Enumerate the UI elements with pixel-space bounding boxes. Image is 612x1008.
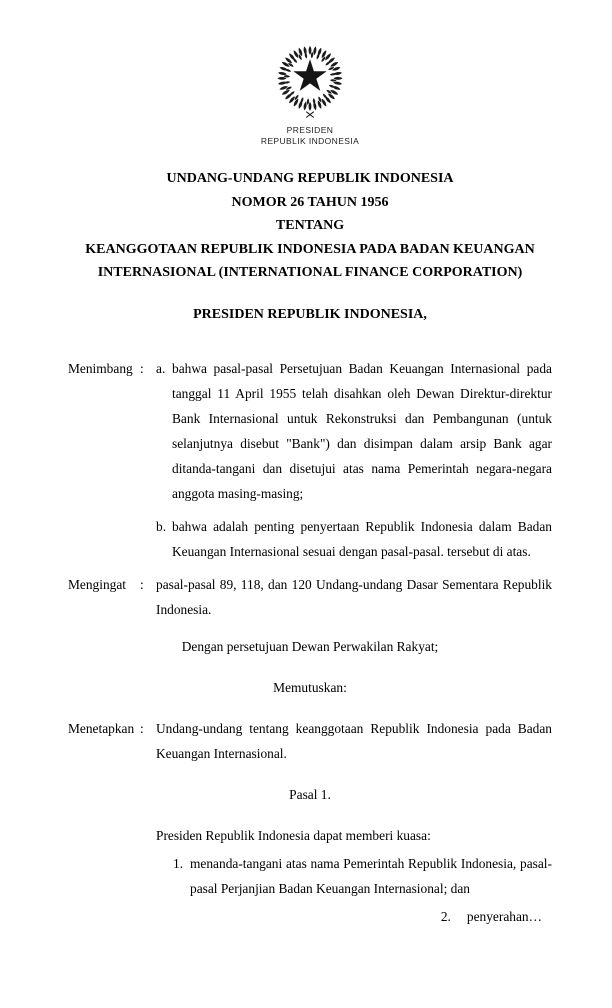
mengingat-text: pasal-pasal 89, 118, dan 120 Undang-undang Dasar Sementara Republik Indonesia. [156, 576, 552, 617]
menimbang-content [156, 356, 552, 564]
item-b-letter: b. [156, 518, 167, 534]
menimbang-item-a [156, 356, 552, 506]
item-b-text: bahwa adalah penting penyertaan Republik Indonesia dalam Badan Keuangan Internasional sesuai dengan pasal-pasal. tersebut di atas. [172, 518, 552, 559]
menetapkan-colon: : [140, 720, 144, 736]
emblem-caption [68, 125, 552, 147]
document-title [68, 167, 552, 285]
mengingat-colon: : [140, 576, 144, 592]
menimbang-label: Menimbang [68, 360, 133, 376]
emblem-caption-line2: REPUBLIK INDONESIA [260, 136, 360, 146]
title-line-5: INTERNASIONAL (INTERNATIONAL FINANCE CORPORATION) [97, 265, 523, 280]
pasal-1-intro: Presiden Republik Indonesia dapat memberi kuasa: [156, 827, 431, 843]
item-1-text: menanda-tangani atas nama Pemerintah Republik Indonesia, pasal-pasal Perjanjian Badan Keuangan Internasional; dan [190, 855, 552, 896]
decision-heading: Memutuskan: [273, 679, 347, 695]
emblem-block [68, 40, 552, 147]
item-a-letter: a. [156, 360, 166, 376]
catchword-number: 2. [440, 908, 451, 924]
item-a-text: bahwa pasal-pasal Persetujuan Badan Keuangan Internasional pada tanggal 11 April 1955 telah disahkan oleh Dewan Direktur-direktur Bank Internasional untuk Rekonstruksi dan Pembangunan (untuk selanjutnya disebut "Bank") dan disimpan dalam arsip Bank agar ditanda-tangani dan disetujui atas nama Pemerintah negara-negara anggota masing-masing; [172, 360, 552, 501]
menimbang-row [68, 356, 552, 564]
item-1-number: 1. [173, 855, 184, 871]
menimbang-colon: : [140, 360, 144, 376]
title-line-3: TENTANG [275, 218, 345, 233]
menetapkan-label: Menetapkan [68, 720, 135, 736]
garuda-star-wreath-icon [268, 40, 352, 120]
pasal-1-heading: Pasal 1. [289, 786, 331, 802]
page-catchword [156, 904, 552, 929]
mengingat-label: Mengingat [68, 576, 127, 592]
catchword-text: penyerahan… [466, 908, 542, 924]
title-line-1: UNDANG-UNDANG REPUBLIK INDONESIA [166, 171, 454, 186]
menetapkan-text: Undang-undang tentang keanggotaan Republik Indonesia pada Badan Keuangan Internasional. [156, 720, 552, 761]
mengingat-row [68, 572, 552, 622]
presiden-heading: PRESIDEN REPUBLIK INDONESIA, [193, 306, 427, 322]
pasal-1-body [156, 823, 552, 929]
menetapkan-row [68, 716, 552, 766]
emblem-caption-line1: PRESIDEN [286, 125, 334, 135]
pasal-1-item-1 [156, 851, 552, 901]
title-line-2: NOMOR 26 TAHUN 1956 [231, 194, 389, 210]
title-line-4: KEANGGOTAAN REPUBLIK INDONESIA PADA BADAN KEUANGAN [85, 241, 535, 257]
menimbang-item-b [156, 514, 552, 564]
pasal-1-list [156, 851, 552, 901]
agreement-line: Dengan persetujuan Dewan Perwakilan Rakyat; [181, 638, 439, 654]
